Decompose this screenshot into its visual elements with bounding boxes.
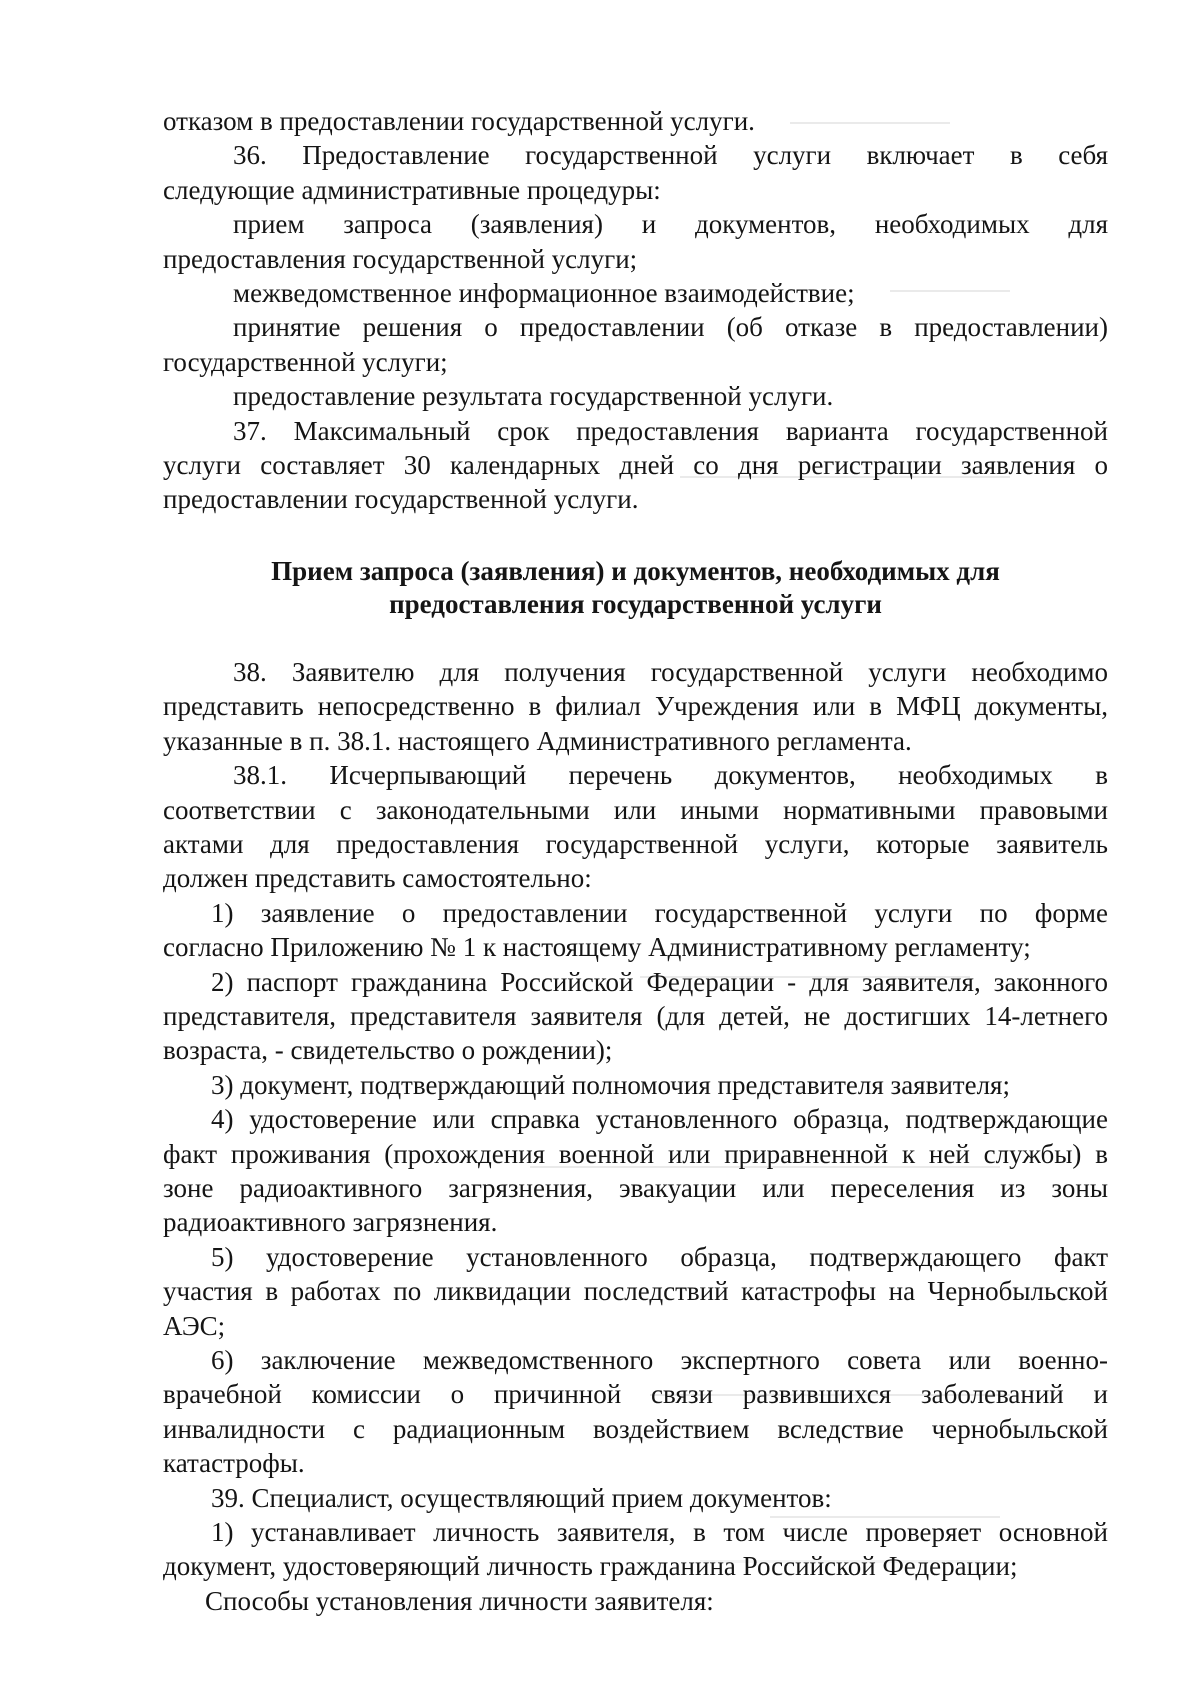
paragraph-38 [163,655,1108,758]
paragraph-35-tail [163,104,1108,138]
text-line: катастрофы. [163,1448,305,1479]
text-line: представителя, представителя заявителя (для детей, не достигших 14-летнего [163,1000,1108,1031]
text-line: межведомственное информационное взаимодействие; [233,278,855,309]
text-line: факт проживания (прохождения военной или приравненной к ней службы) в [163,1138,1108,1169]
text-line: отказом в предоставлении государственной услуги. [163,106,755,136]
paragraph-36-item-4 [163,379,1108,413]
list-item-6 [163,1343,1108,1481]
text-line: 38. Заявителю для получения государственной услуги необходимо [233,656,1108,687]
text-line: предоставления государственной услуги; [163,243,638,274]
paragraph-36-item-3 [163,310,1108,379]
text-line: 5) удостоверение установленного образца, подтверждающего факт [211,1241,1108,1272]
text-line: Способы установления личности заявителя: [205,1585,714,1616]
text-line: инвалидности с радиационным воздействием вследствие чернобыльской [163,1413,1108,1444]
text-line: участия в работах по ликвидации последствий катастрофы на Чернобыльской [163,1276,1108,1307]
text-line: документ, удостоверяющий личность гражданина Российской Федерации; [163,1551,1018,1582]
text-line: прием запроса (заявления) и документов, необходимых для [233,209,1108,240]
heading-line: предоставления государственной услуги [389,588,882,619]
text-line: АЭС; [163,1310,226,1341]
text-line: указанные в п. 38.1. настоящего Административного регламента. [163,725,912,756]
text-line: следующие административные процедуры: [163,174,661,205]
text-line: актами для предоставления государственной услуги, которые заявитель [163,828,1108,859]
text-line: предоставлении государственной услуги. [163,484,639,515]
text-line: зоне радиоактивного загрязнения, эвакуации или переселения из зоны [163,1172,1108,1203]
text-line: 1) заявление о предоставлении государственной услуги по форме [211,897,1108,928]
paragraph-37 [163,414,1108,517]
text-line: 36. Предоставление государственной услуги включает в себя [233,140,1108,171]
list-item-2 [163,965,1108,1068]
text-line: врачебной комиссии о причинной связи развившихся заболеваний и [163,1379,1108,1410]
text-line: 2) паспорт гражданина Российской Федерации - для заявителя, законного [211,966,1108,997]
heading-line: Прием запроса (заявления) и документов, необходимых для [271,555,1000,586]
paragraph-38-1 [163,758,1108,896]
text-line: 37. Максимальный срок предоставления варианта государственной [233,415,1108,446]
text-line: 39. Специалист, осуществляющий прием документов: [211,1482,832,1513]
section-heading [163,555,1108,621]
text-line: 6) заключение межведомственного экспертного совета или военно- [211,1345,1108,1375]
text-line: предоставление результата государственной услуги. [233,381,834,412]
text-line: 1) устанавливает личность заявителя, в том числе проверяет основной [211,1517,1108,1548]
paragraph-39-item-1 [163,1515,1108,1584]
text-line: возраста, - свидетельство о рождении); [163,1035,613,1066]
document-body [163,104,1108,1618]
text-line: должен представить самостоятельно: [163,863,592,894]
text-line: представить непосредственно в филиал Учреждения или в МФЦ документы, [163,691,1108,722]
text-line: 4) удостоверение или справка установленного образца, подтверждающие [211,1104,1108,1135]
list-item-3 [163,1068,1108,1102]
text-line: соответствии с законодательными или иными нормативными правовыми [163,794,1108,825]
text-line: 3) документ, подтверждающий полномочия представителя заявителя; [211,1069,1010,1100]
text-line: услуги составляет 30 календарных дней со дня регистрации заявления о [163,450,1108,481]
paragraph-39-identity-methods [163,1584,1108,1618]
text-line: радиоактивного загрязнения. [163,1207,498,1238]
list-item-1 [163,896,1108,965]
paragraph-36-item-2 [163,276,1108,310]
paragraph-36 [163,138,1108,207]
list-item-4 [163,1102,1108,1240]
text-line: принятие решения о предоставлении (об отказе в предоставлении) [233,312,1108,343]
paragraph-39 [163,1481,1108,1515]
text-line: государственной услуги; [163,346,448,377]
paragraph-36-item-1 [163,207,1108,276]
text-line: согласно Приложению № 1 к настоящему Административному регламенту; [163,932,1031,963]
list-item-5 [163,1240,1108,1343]
text-line: 38.1. Исчерпывающий перечень документов, необходимых в [233,760,1108,791]
